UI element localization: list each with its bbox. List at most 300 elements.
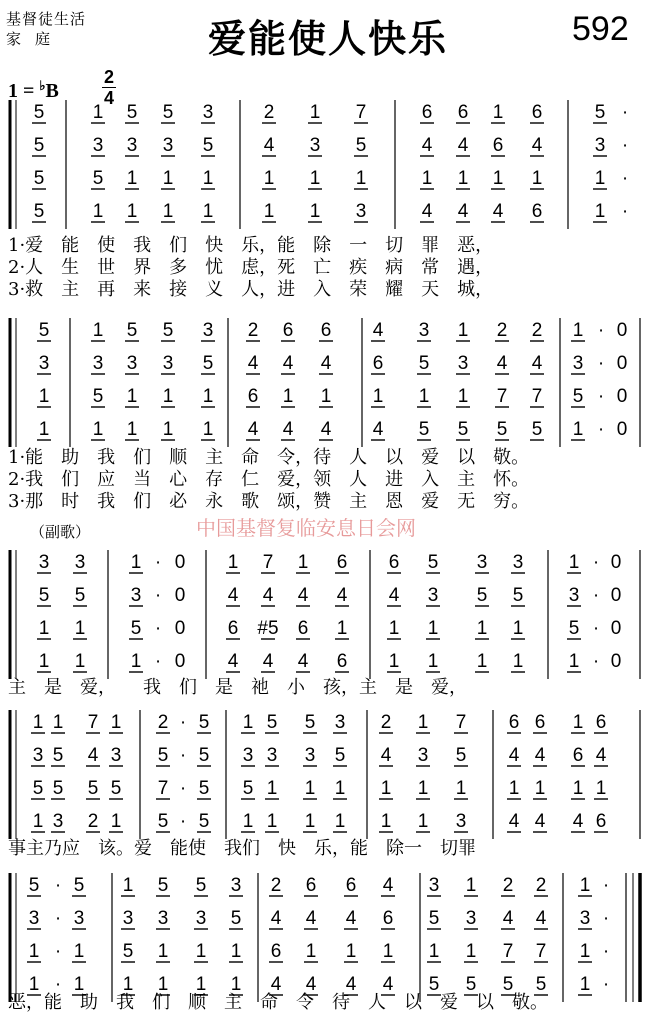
note: 4	[534, 745, 546, 766]
note: 5	[198, 712, 210, 733]
note: 3	[568, 585, 580, 606]
note: 5	[52, 778, 64, 799]
note: 6	[320, 320, 332, 341]
note: 4	[320, 353, 332, 374]
note: 1	[320, 386, 332, 407]
note: 4	[270, 908, 282, 929]
note: 1	[572, 419, 584, 440]
note: 5	[418, 353, 430, 374]
note: 3	[427, 585, 439, 606]
note: 5	[92, 168, 104, 189]
note: 0	[174, 618, 186, 639]
note: 5	[162, 102, 174, 123]
note: 1	[282, 386, 294, 407]
note: 5	[122, 941, 134, 962]
note: 3	[579, 908, 591, 929]
subcategory-label: 家庭	[6, 30, 65, 48]
note: 1	[427, 651, 439, 672]
note: 4	[247, 353, 259, 374]
note: 1	[309, 201, 321, 222]
note: 6	[227, 618, 239, 639]
note: 3	[110, 745, 122, 766]
note: ·	[54, 875, 62, 896]
note: 3	[38, 552, 50, 573]
note: 1	[92, 419, 104, 440]
note: 1	[32, 811, 44, 832]
note: 4	[305, 908, 317, 929]
note: 1	[334, 811, 346, 832]
note: 4	[388, 585, 400, 606]
note: 4	[382, 974, 394, 995]
note: 4	[595, 745, 607, 766]
note: 4	[372, 419, 384, 440]
note: 3	[73, 908, 85, 929]
note: ·	[597, 320, 605, 341]
note: 6	[492, 135, 504, 156]
note: 3	[465, 908, 477, 929]
note: 4	[502, 908, 514, 929]
note: 1	[126, 386, 138, 407]
note: 5	[465, 974, 477, 995]
note: 4	[496, 353, 508, 374]
note: 3	[428, 875, 440, 896]
note: 1	[568, 651, 580, 672]
note: 0	[616, 386, 628, 407]
note: 1	[242, 712, 254, 733]
note: ·	[154, 585, 162, 606]
note: 1	[73, 941, 85, 962]
note: 4	[282, 353, 294, 374]
note: 1	[266, 778, 278, 799]
note: 4	[345, 908, 357, 929]
note: 4	[262, 651, 274, 672]
note: 5	[157, 875, 169, 896]
note: 3	[202, 320, 214, 341]
note: 5	[157, 745, 169, 766]
note: 1	[309, 102, 321, 123]
note: 3	[457, 353, 469, 374]
note: 6	[534, 712, 546, 733]
note: 7	[355, 102, 367, 123]
note: 1	[388, 651, 400, 672]
note: 1	[74, 651, 86, 672]
note: 1	[572, 320, 584, 341]
note: 1	[230, 974, 242, 995]
lyric-line: 1·能 助 我 们 顺 主 命 令，待 人 以 爱 以 敬。	[8, 447, 530, 468]
note: 6	[305, 875, 317, 896]
note: 1	[595, 778, 607, 799]
time-signature-top: 2	[103, 67, 114, 87]
note: 5	[304, 712, 316, 733]
note: 2	[535, 875, 547, 896]
note: 3	[28, 908, 40, 929]
note: 5	[502, 974, 514, 995]
note: 1	[297, 552, 309, 573]
note: 4	[297, 651, 309, 672]
note: 1	[92, 201, 104, 222]
note: 5	[92, 386, 104, 407]
note: 2	[496, 320, 508, 341]
note: 1	[427, 618, 439, 639]
note: 3	[122, 908, 134, 929]
note: 1	[476, 651, 488, 672]
note: 0	[610, 585, 622, 606]
note: 1	[572, 778, 584, 799]
note: 1	[52, 712, 64, 733]
note: 5	[428, 908, 440, 929]
note: 5	[198, 811, 210, 832]
note: 1	[417, 778, 429, 799]
note: 5	[572, 386, 584, 407]
note: 0	[616, 320, 628, 341]
note: 1	[418, 386, 430, 407]
note: 3	[162, 353, 174, 374]
note: 7	[262, 552, 274, 573]
note: 1	[534, 778, 546, 799]
time-signature-bottom: 4	[103, 88, 114, 108]
note: 4	[247, 419, 259, 440]
key-prefix: 1 =	[8, 80, 40, 102]
note: 1	[230, 941, 242, 962]
note: 2	[380, 712, 392, 733]
note: 1	[38, 386, 50, 407]
note: 3	[38, 353, 50, 374]
note: 1	[38, 419, 50, 440]
note: 1	[380, 811, 392, 832]
note: 3	[202, 102, 214, 123]
note: ·	[179, 712, 187, 733]
note: ·	[179, 745, 187, 766]
note: 1	[579, 974, 591, 995]
note: 6	[421, 102, 433, 123]
note: 1	[457, 320, 469, 341]
note: 7	[87, 712, 99, 733]
note: ·	[597, 386, 605, 407]
note: 4	[382, 875, 394, 896]
note: 1	[428, 941, 440, 962]
note: ·	[602, 941, 610, 962]
note: 5	[32, 778, 44, 799]
note: ·	[154, 651, 162, 672]
note: 2	[531, 320, 543, 341]
note: 3	[230, 875, 242, 896]
note: 0	[616, 353, 628, 374]
note: 4	[87, 745, 99, 766]
note: 5	[74, 585, 86, 606]
note: 1	[476, 618, 488, 639]
note: 1	[227, 552, 239, 573]
note: 3	[309, 135, 321, 156]
note: 4	[262, 585, 274, 606]
note: ·	[602, 908, 610, 929]
note: 4	[227, 585, 239, 606]
note: 1	[568, 552, 580, 573]
note: ·	[154, 552, 162, 573]
note: 6	[336, 651, 348, 672]
note: 7	[496, 386, 508, 407]
note: 0	[174, 552, 186, 573]
note: 1	[266, 811, 278, 832]
note: 5	[38, 320, 50, 341]
note: 1	[126, 201, 138, 222]
note: 1	[110, 712, 122, 733]
lyric-line: 2·人 生 世 界 多 忧 虑，死 亡 疾 病 常 遇，	[8, 257, 494, 278]
note: 3	[242, 745, 254, 766]
note: 5	[418, 419, 430, 440]
hymn-title: 爱能使人快乐	[208, 17, 449, 61]
note: 6	[247, 386, 259, 407]
category-label: 基督徒生活	[6, 10, 87, 28]
note: 5	[535, 974, 547, 995]
note: 1	[162, 419, 174, 440]
note: 5	[531, 419, 543, 440]
note: 3	[418, 320, 430, 341]
note: 1	[74, 618, 86, 639]
note: 4	[572, 811, 584, 832]
note: 4	[263, 135, 275, 156]
note: 0	[610, 618, 622, 639]
note: 2	[157, 712, 169, 733]
note: 4	[508, 745, 520, 766]
note: 1	[122, 875, 134, 896]
note: 5	[157, 811, 169, 832]
note: 1	[28, 974, 40, 995]
lyric-line: 主 是 爱， 我 们 是 祂 小 孩，主 是 爱，	[8, 677, 467, 698]
note: 4	[305, 974, 317, 995]
note: 1	[457, 168, 469, 189]
note: 1	[421, 168, 433, 189]
note: 4	[227, 651, 239, 672]
note: ·	[597, 419, 605, 440]
note: 4	[297, 585, 309, 606]
lyric-line: 事主乃应 该。爱 能使 我们 快 乐，能 除一 切罪	[8, 838, 476, 859]
note: 3	[512, 552, 524, 573]
note: 5	[33, 168, 45, 189]
note: 7	[531, 386, 543, 407]
note: 3	[304, 745, 316, 766]
note: ·	[621, 168, 629, 189]
watermark: 中国基督复临安息日会网	[196, 516, 416, 540]
note: 5	[496, 419, 508, 440]
note: 1	[372, 386, 384, 407]
note: 6	[508, 712, 520, 733]
note: 1	[417, 712, 429, 733]
note: 1	[32, 712, 44, 733]
note: 2	[247, 320, 259, 341]
note: 1	[202, 419, 214, 440]
note: 4	[535, 908, 547, 929]
note: 1	[110, 811, 122, 832]
note: 4	[372, 320, 384, 341]
note: 5	[162, 320, 174, 341]
note: 5	[512, 585, 524, 606]
note: 1	[382, 941, 394, 962]
note: 6	[297, 618, 309, 639]
note: ·	[602, 974, 610, 995]
note: ·	[54, 941, 62, 962]
note: 4	[508, 811, 520, 832]
note: 6	[382, 908, 394, 929]
note: 6	[595, 811, 607, 832]
note: 1	[126, 168, 138, 189]
note: 5	[126, 320, 138, 341]
note: 5	[38, 585, 50, 606]
key-note: B	[45, 80, 59, 102]
note: 5	[110, 778, 122, 799]
note: 1	[195, 941, 207, 962]
note: 1	[130, 552, 142, 573]
note: 4	[320, 419, 332, 440]
hymn-number: 592	[572, 10, 629, 48]
note: 3	[162, 135, 174, 156]
lyric-line: 2·我 们 应 当 心 存 仁 爱，领 人 进 入 主 怀。	[8, 469, 530, 490]
note: 5	[87, 778, 99, 799]
note: 5	[198, 745, 210, 766]
note: 7	[535, 941, 547, 962]
note: 5	[130, 618, 142, 639]
note: ·	[54, 908, 62, 929]
note: 1	[92, 320, 104, 341]
note: 1	[531, 168, 543, 189]
note: 5	[195, 875, 207, 896]
note: ·	[592, 552, 600, 573]
note: 5	[28, 875, 40, 896]
note: 4	[336, 585, 348, 606]
note: 6	[345, 875, 357, 896]
note: 6	[531, 201, 543, 222]
note: 3	[455, 811, 467, 832]
chorus-label: （副歌）	[30, 523, 91, 541]
note: ·	[179, 778, 187, 799]
note: 1	[579, 875, 591, 896]
note: 1	[457, 386, 469, 407]
note: 6	[270, 941, 282, 962]
note: 5	[33, 135, 45, 156]
note: 2	[87, 811, 99, 832]
note: 5	[33, 201, 45, 222]
note: 3	[74, 552, 86, 573]
note: 6	[388, 552, 400, 573]
note: 1	[336, 618, 348, 639]
note: 3	[157, 908, 169, 929]
note: 4	[457, 201, 469, 222]
note: 1	[38, 651, 50, 672]
note: 1	[492, 168, 504, 189]
note: 4	[531, 353, 543, 374]
note: 3	[476, 552, 488, 573]
note: 5	[266, 712, 278, 733]
note: 1	[157, 941, 169, 962]
note: ·	[597, 353, 605, 374]
note: ·	[179, 811, 187, 832]
lyric-line: 3·那 时 我 们 必 永 歌 颂，赞 主 恩 爱 无 穷。	[8, 491, 530, 512]
note: 5	[126, 102, 138, 123]
note: 1	[202, 386, 214, 407]
note: 5	[355, 135, 367, 156]
note: 3	[32, 745, 44, 766]
note: 4	[380, 745, 392, 766]
note: ·	[54, 974, 62, 995]
note: ·	[621, 201, 629, 222]
note: 5	[476, 585, 488, 606]
note: 1	[355, 168, 367, 189]
note: 1	[305, 941, 317, 962]
note: 4	[270, 974, 282, 995]
note: 6	[282, 320, 294, 341]
note: 1	[162, 386, 174, 407]
note: 1	[345, 941, 357, 962]
note: 5	[52, 745, 64, 766]
note: ·	[602, 875, 610, 896]
note: 7	[157, 778, 169, 799]
note: 3	[92, 353, 104, 374]
note: 6	[457, 102, 469, 123]
note: 5	[427, 552, 439, 573]
note: ·	[154, 618, 162, 639]
note: 1	[263, 201, 275, 222]
note: 1	[195, 974, 207, 995]
note: 4	[492, 201, 504, 222]
note: 1	[465, 875, 477, 896]
note: 1	[380, 778, 392, 799]
note: 5	[33, 102, 45, 123]
note: 1	[122, 974, 134, 995]
note: 1	[512, 651, 524, 672]
note: 3	[266, 745, 278, 766]
note: 4	[534, 811, 546, 832]
note: 1	[73, 974, 85, 995]
note: 1	[130, 651, 142, 672]
note: 1	[126, 419, 138, 440]
note: 3	[195, 908, 207, 929]
note: 5	[198, 778, 210, 799]
note: 1	[309, 168, 321, 189]
note: 0	[616, 419, 628, 440]
note: 7	[502, 941, 514, 962]
note: 1	[508, 778, 520, 799]
note: 1	[492, 102, 504, 123]
note: 4	[421, 135, 433, 156]
note: 2	[263, 102, 275, 123]
note: 4	[345, 974, 357, 995]
note: ·	[621, 102, 629, 123]
note: ·	[621, 135, 629, 156]
note: 3	[126, 353, 138, 374]
note: 6	[336, 552, 348, 573]
note: 1	[388, 618, 400, 639]
note: 5	[594, 102, 606, 123]
note: 3	[417, 745, 429, 766]
note: 0	[610, 651, 622, 672]
note: 4	[457, 135, 469, 156]
note: ·	[592, 618, 600, 639]
note: 4	[531, 135, 543, 156]
note: 5	[457, 419, 469, 440]
note: 1	[38, 618, 50, 639]
note: 7	[455, 712, 467, 733]
lyric-line: 1·爱 能 使 我 们 快 乐，能 除 一 切 罪 恶，	[8, 235, 494, 256]
note: 1	[202, 168, 214, 189]
note: 6	[372, 353, 384, 374]
note: 3	[92, 135, 104, 156]
note: 1	[242, 811, 254, 832]
note: 6	[531, 102, 543, 123]
lyric-line: 恶，能 助 我 们 顺 主 命 令 待 人 以 爱 以 敬。	[8, 992, 548, 1013]
note: 0	[174, 651, 186, 672]
lyric-line: 3·救 主 再 来 接 义 人，进 入 荣 耀 天 城，	[8, 279, 494, 300]
note: 1	[162, 201, 174, 222]
note: 6	[572, 745, 584, 766]
